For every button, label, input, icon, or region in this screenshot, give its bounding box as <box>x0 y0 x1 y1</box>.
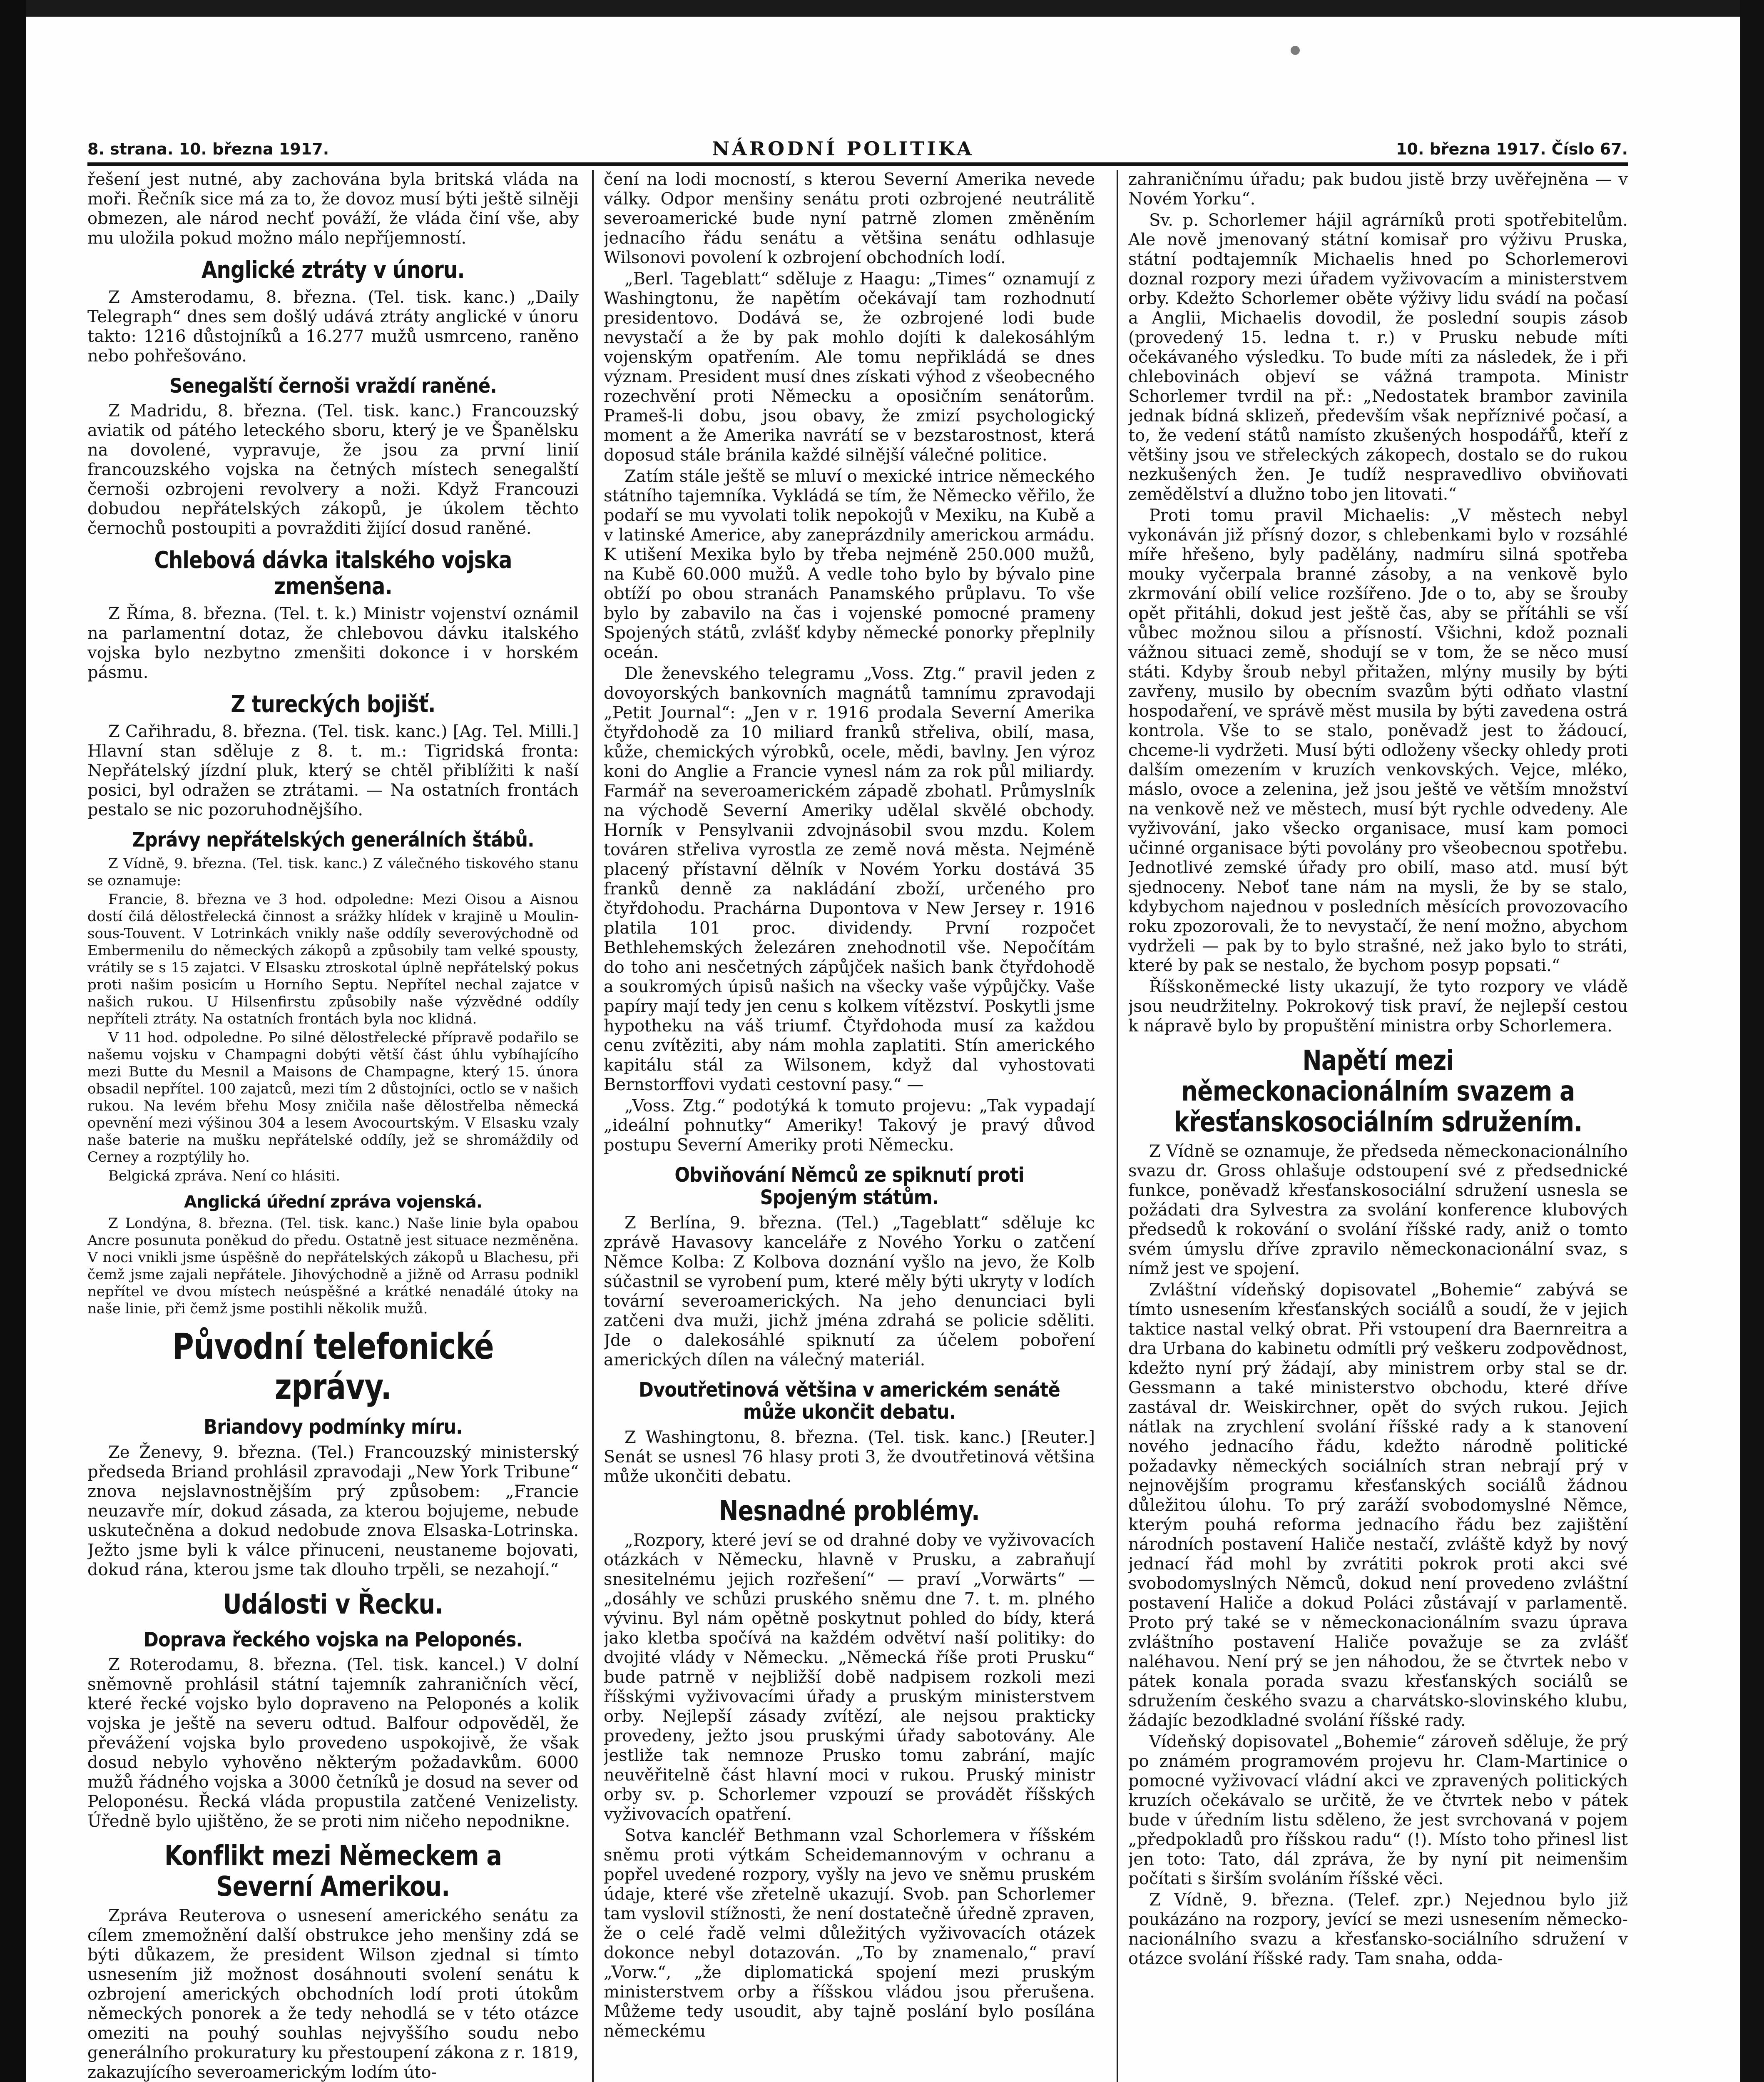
headline: Chlebová dávka italského vojska zmenšena. <box>154 547 512 600</box>
article-text: Z Vídně, 9. března. (Telef. zpr.) Nejednou bylo již poukázáno na rozpory, jevící se mezi usnesením německo-nacionálního svazu a křesťansko-sociálního sdružení v otázce svolání říšské rady. Tam snaha, odda- <box>1128 1890 1628 1968</box>
article-text: Proti tomu pravil Michaelis: „V městech nebyl vykonáván již přísný dozor, s chlebenkami bylo v rozsáhlé míře hřešeno, byly padělány, nadmíru silná spotřeba mouky vyčerpala branné zásoby, a na venkově bylo zkrmování obilí velice rozšířeno. Jde o to, aby se šrouby opět přitáhli, dokud jest ještě čas, aby se přítáhli se vší vůbec možnou silou a přísností. Všichni, kdož poznali vážnou situaci země, shodují se v tom, že se něco musí státi. Kdyby šroub nebyl přitažen, mlýny musily by býti zavřeny, musilo by obecním svazům býti odňato vlastní hospodaření, ve správě měst musila by býti zavedena ostrá kontrola. Vše to se stalo, poněvadž jest to žádoucí, chceme-li vydržeti. Musí býti odloženy všecky ohledy proti dalším omezením v kruzích venkovských. Vejce, mléko, máslo, ovoce a zelenina, jež jsou ještě ve větším množství na venkově než ve městech, musí být rychle odvedeny. Ale vyživování, jako všecko organisace, musí kam pomoci učinné organisace býti povolány pro všeobecnou spotřebu. Jednotlivé zemské úřady pro obilí, maso atd. musí být sjednoceny. Neboť tane nám na mysli, že by se stalo, kdybychom najednou v posledních měsících provozovacího roku zpozorovali, že to nevystačí, že není možno, abychom vydrželi — pak by to bylo strašné, než jako bylo to stráti, které by pak se nestalo, že bychom posyp popsati.“ <box>1128 506 1628 975</box>
article-text: Vídeňský dopisovatel „Bohemie“ zároveň sděluje, že prý po známém programovém projevu hr. Clam-Martinice o pomocné vyživovací vládní akci ve zpravených politických kruzích očekávalo se určitě, že ve čtvrtek nebo v pátek bude v úředním listu sděleno, že jest svrchovaná v pojem „předpokladů pro říšskou radu“ (!). Místo toho přinesl list jen toto: Tato, dál zpráva, že by nyní pit neimenšim počítati s širším svoláním říšské věci. <box>1128 1732 1628 1888</box>
headline: Zprávy nepřátelských generálních štábů. <box>132 828 534 852</box>
headline: Dvoutřetinová většina v americkém senátě může ukončit debatu. <box>639 1378 1060 1424</box>
headline: Senegalští černoši vraždí raněné. <box>169 374 497 398</box>
headline: Briandovy podmínky míru. <box>204 1415 463 1439</box>
article-text: Z Amsterodamu, 8. března. (Tel. tisk. kanc.) „Daily Telegraph“ dnes sem došlý udává ztráty anglické v únoru takto: 1216 důstojníků a 16.277 mužů usmrceno, raněno nebo pohřešováno. <box>87 287 579 366</box>
article-text: Sotva kancléř Bethmann vzal Schorlemera v říšském sněmu proti výtkám Scheidemannovým v ochranu a popřel uvedené rozpory, vyšly na jevo ve sněmu pruském údaje, které vše zřetelně ukazují. Svob. pan Schorlemer tam vyslovil stížnosti, že není dostatečně úředně zpraven, že o celé řadě velmi důležitých vyživovacích otázek dokonce nebyl dotazován. „To by znamenalo,“ praví „Vorw.“, „že diplomatická spojení mezi pruským ministerstvem orby a říšskou vládou jsou přerušena. Můžeme tedy usoudit, aby tajně poslání bylo posílána německému <box>604 1825 1095 2041</box>
article-text: „Berl. Tageblatt“ sděluje z Haagu: „Times“ oznamují z Washingtonu, že napětím očekávají tam rozhodnutí presidentovo. Dodává se, že ozbrojené lodi bude nevystačí a že by pak mohlo dojíti k dalekosáhlým vojenským opatřením. Ale tomu nepřikládá se dnes význam. President musí dnes získati výhod z všeobecného rozechvění proti Německu a oposičním senátorům. Prameš-li dobu, jsou obavy, že zmizí psychologický moment a že Amerika navrátí se v bezstarostnost, která doposud stále bránila každé silnější válečné politice. <box>604 269 1095 465</box>
scan-speck <box>1291 46 1300 55</box>
subheadline: Doprava řeckého vojska na Peloponés. <box>144 1628 522 1651</box>
article-text: čení na lodi mocností, s kterou Severní Amerika nevede války. Odpor menšiny senátu proti ozbrojené neutrálitě severoamerické bude nyní patrně zlomen změněním jednacího řádu senátu a většina senátu odhlasuje Wilsonovi povolení k ozbrojení obchodních lodí. <box>604 170 1095 267</box>
column-rule <box>1117 170 1118 2082</box>
headline: Konflikt mezi Německem a Severní Amerikou. <box>164 1840 502 1903</box>
masthead: NÁRODNÍ POLITIKA <box>712 137 974 160</box>
article-text: Z Berlína, 9. března. (Tel.) „Tageblatt“ sděluje kc zprávě Havasovy kanceláře z Nového Yorku o zatčení Němce Kolba: Z Kolbova doznání vyšlo na jevo, že Kolb súčastnil se vyrobení pum, které měly býti ukryty v lodích tovární severoamerických. Na jeho denunciaci byli zatčeni dva muži, jichž jména zdrahá se policie sděliti. Jde o dalekosáhlé spiknutí za účelem poboření amerických dílen na válečný materiál. <box>604 1213 1095 1370</box>
article-text: zahraničnímu úřadu; pak budou jistě brzy uvěřejněna — v Novém Yorku“. <box>1128 170 1628 209</box>
subheadline: Anglická úřední zpráva vojenská. <box>184 1193 482 1212</box>
scan-border-right <box>1740 0 1764 2082</box>
article-text: Říšskoněmecké listy ukazují, že tyto rozpory ve vládě jsou neudržitelny. Pokrokový tisk praví, že nejlepší cestou k nápravě bylo by propuštění ministra orby Schorlemera. <box>1128 977 1628 1036</box>
header-right: 10. března 1917. Číslo 67. <box>1396 140 1628 158</box>
scan-border-top <box>0 0 1764 17</box>
headline: Nesnadné problémy. <box>719 1495 980 1527</box>
column-2 <box>604 170 1095 2082</box>
headline: Události v Řecku. <box>223 1588 443 1620</box>
article-text: Z Madridu, 8. března. (Tel. tisk. kanc.) Francouzský aviatik od pátého leteckého sboru, který je ve Španělsku na dovolené, vypravuje, že jsou za první linií francouzského vojska na četných místech senegalští černoši ozbrojeni revolvery a noži. Když Francouzi dobudou nepřátelských zákopů, je úkolem těchto černochů postoupiti a povražditi žijící dosud raněné. <box>87 401 579 538</box>
article-text: Z Cařihradu, 8. března. (Tel. tisk. kanc.) [Ag. Tel. Milli.] Hlavní stan sděluje z 8. t. m.: Tigridská fronta: Nepřátelský jízdní pluk, který se chtěl přiblížiti k naší posici, byl odražen se ztrátami. — Na ostatních frontách pestalo se nic pozoruhodnějšího. <box>87 722 579 819</box>
column-1 <box>87 170 579 2082</box>
article-text: řešení jest nutné, aby zachována byla britská vláda na moři. Řečník sice má za to, že dovoz musí býti ještě silněji obmezen, ale národ nechť pováží, že vláda činí vše, aby mu uložila pokud možno málo nepříjemností. <box>87 170 579 248</box>
article-text: Z Vídně, 9. března. (Tel. tisk. kanc.) Z válečného tiskového stanu se oznamuje: <box>87 855 579 889</box>
article-text: Z Říma, 8. března. (Tel. t. k.) Ministr vojenství oznámil na parlamentní dotaz, že chlebovou dávku italského vojska bylo nezbytno zmenšiti dokonce i v horském pásmu. <box>87 604 579 682</box>
newspaper-page <box>87 137 1628 2082</box>
headline: Anglické ztráty v únoru. <box>202 257 465 284</box>
page-header <box>87 137 1628 166</box>
article-text: „Rozpory, které jeví se od drahné doby ve vyživovacích otázkách v Německu, hlavně v Prusku, a zabraňují snesitelnému jejich rozřešení“ — praví „Vorwärts“ — „dosáhly ve schůzi pruského sněmu dne 7. t. m. plného vývinu. Byl nám opětně poskytnut pohled do bídy, která jako kletba spočívá na každém odvětví naší politiky: do dvojité vlády v Německu. „Německá říše proti Prusku“ bude patrně v nejbližší době nadpisem rozkoli mezi říšskými vyživovacími úřady a pruským ministerstvem orby. Nejlepší zásady zvítězí, ale nejsou prakticky provedeny, ježto jsou pruskými úřady sabotovány. Ale jestliže tak nemnoze Prusko tomu zabrání, majíc neuvěřitelně část hlavní moci v rukou. Pruský ministr orby sv. p. Schorlemer vzpouzí se provádět říšských vyživovacích opatření. <box>604 1530 1095 1824</box>
header-left: 8. strana. 10. března 1917. <box>87 140 329 158</box>
column-rule <box>592 170 594 2082</box>
article-text: Z Roterodamu, 8. března. (Tel. tisk. kancel.) V dolní sněmovně prohlásil státní tajemník zahraničních věcí, které řecké vojsko bylo dopraveno na Peloponés a kolik vojska je ještě na severu odtud. Balfour odpověděl, že převážení vojska bylo provedeno uspokojivě, že však dosud nebylo vyhověno některým požadavkům. 6000 mužů řádného vojska a 3000 četníků je dosud na sever od Peloponésu. Řecká vláda propustila zatčené Venizelisty. Úředně bylo ujištěno, že se proti nim ničeho nepodnikne. <box>87 1655 579 1831</box>
column-3 <box>1128 170 1628 2082</box>
article-text: Belgická zpráva. Není co hlásiti. <box>108 1168 341 1185</box>
article-text: V 11 hod. odpoledne. Po silné dělostřelecké přípravě podařilo se našemu vojsku v Champagni dobýti větší část úhlu vybíhajícího mezi Butte du Mesnil a Maisons de Champagne, který 15. února obsadil nepřítel. 100 zajatců, mezi tím 2 důstojníci, octlo se v našich rukou. Na levém břehu Mosy zničila naše dělostřelba německá opevnění mezi výšinou 304 a lesem Avocourtským. V Elsasku vzaly naše baterie na mušku nepřátelské oddíly, jež se shromáždily od Cerney a rozptýlily ho. <box>87 1029 579 1166</box>
article-text: Sv. p. Schorlemer hájil agrárníků proti spotřebitelům. Ale nově jmenovaný státní komisař pro výživu Pruska, státní podtajemník Michaelis hned po Schorlemerovi doznal rozpory mezi úřadem vyživovacím a ministerstvem orby. Kdežto Schorlemer oběte výživy lidu svádí na počasí a Anglii, Michaelis dovodil, že poslední soupis zásob (provedený 15. ledna t. r.) v Prusku nebude míti očekávaného výsledku. To bude míti za následek, že i při chlebovinách objeví se vážná trampota. Ministr Schorlemer tvrdil na př.: „Nedostatek brambor zavinila jednak bídná sklizeň, především však nepříznivé počasí, a to, že vedení států namísto zkušených hospodářů, kteří z většiny jsou ve střeleckých zákopech, dostalo se do rukou nezkušených žen. Je tudíž nespravedlivo obviňovati zemědělství a dlužno tobo jen litovati.“ <box>1128 211 1628 504</box>
article-text: Zvláštní vídeňský dopisovatel „Bohemie“ zabývá se tímto usnesením křesťanských sociálů a soudí, že v jejich taktice nastal velký obrat. Při vstoupení dra Baernreitra a dra Urbana do kabinetu odmítli prý veškeru zodpovědnost, kdežto nyní prý žádají, aby ministrem orby stal se dr. Gessmann a také ministerstvo obchodu, které dříve zastával dr. Weiskirchner, opět do svých rukou. Jejich nátlak na zrychlení svolání říšské rady a k stanovení nového jednacího řádu, kdežto národně politické požadavky německých sociálních stran nebrají prý v nejnovějším programu křesťanských sociálů žádnou důležitou úlohu. To prý zaráží svobodomyslné Němce, kterým pouhá reforma jednacího řádu bez zajištění národních postavení Haliče nestačí, zvláště když by nový jednací řád mohl by zvrátiti pokrok proti akci své svobodomyslných Němců, dokud není provedeno zvláštní postavení Haliče a dokud Poláci zůstávají v parlamentě. Proto prý také se v německonacionálním svazu úprava zvláštního postavení Haliče považuje se za zvlášť naléhavou. Není prý se jen náhodou, že se čtvrtek nebo v pátek konala porada svazu křesťanských sociálů se sdružením českého svazu a charvátsko-slovinského klubu, žádajíc bezodkladné svolání říšské rady. <box>1128 1280 1628 1730</box>
headline: Z tureckých bojišť. <box>231 690 435 718</box>
article-text: Dle ženevského telegramu „Voss. Ztg.“ pravil jeden z dovoyorských bankovních magnátů tamnímu zpravodaji „Petit Journal“: „Jen v r. 1916 prodala Severní Amerika čtyřdohodě za 10 miliard franků střeliva, obilí, masa, kůže, chemických výrobků, ocele, mědi, bavlny. Jen výroz koni do Anglie a Francie vynesl nám za rok půl miliardy. Farmář na severoamerickém západě zbohatl. Průmyslník na východě Severní Ameriky udělal skvělé obchody. Horník v Pensylvanii zdvojnásobil svou mzdu. Kolem továren střeliva vyrostla ze země nová města. Nejméně placený přístavní dělník v Novém Yorku dostává 35 franků denně za nakládání zboží, určeného pro čtyřdohodu. Prachárna Dupontova v New Jersey r. 1916 platila 101 proc. dividendy. První rozpočet Bethlehemských železáren znehodnotil vše. Nepočítám do toho ani nesčetných zápůjček našich bank čtyřdohodě a soukromých úpisů našich na všecky vaše výpůjčky. Vaše papíry mají tedy jen cenu s kolkem vítězství. Poskytli jsme hypotheku na váš triumf. Čtyřdohoda musí za každou cenu zvítěziti, aby nám mohla zaplatiti. Stín amerického kapitálu stál za Wilsonem, když dal vyhostovati Bernstorffovi vydati cestovní pasy.“ — <box>604 664 1095 1094</box>
article-text: Z Londýna, 8. března. (Tel. tisk. kanc.) Naše linie byla opabou Ancre posunuta poněkud do předu. Ostatně jest situace nezměněna. V noci vnikli jsme úspěšně do nepřátelských zákopů u Blachesu, při čemž jsme zajali nepřátele. Jihovýchodně a jižně od Arrasu podnikl nepřítel ve dvou místech neúspěšné a krátké nenadálé útoky na naše linie, při čemž jsme postihli několik mužů. <box>87 1215 579 1317</box>
article-text: Ze Ženevy, 9. března. (Tel.) Francouzský ministerský předseda Briand prohlásil zpravodaji „New York Tribune“ znova nejslavnostnějším prý způsobem: „Francie neuzavře mír, dokud zásada, za kterou bojujeme, nebude uskutečněna a dokud nedobude znova Elsaska-Lotrinska. Ježto jsme byli k válce přinuceni, neustaneme bojovati, dokud rána, kterou jsme tak dlouho trpěli, se nezahojí.“ <box>87 1442 579 1579</box>
article-text: Z Washingtonu, 8. března. (Tel. tisk. kanc.) [Reuter.] Senát se usnesl 76 hlasy proti 3, že dvoutřetinová většina může ukončiti debatu. <box>604 1428 1095 1486</box>
article-text: Francie, 8. března ve 3 hod. odpoledne: Mezi Oisou a Aisnou dostí čilá dělostřelecká činnost a srážky hlídek v krajině u Moulin-sous-Touvent. V Lotrinkách vnikly naše oddíly severovýchodně od Embermenilu do německých zákopů a způsobily tam velké spousty, vrátily se s 15 zajatci. V Elsasku ztroskotal úplně nepřátelský pokus proti našim posicím u Horního Septu. Nepřítel nechal zajatce v našich rukou. U Hilsenfirstu způsobily naše výzvědné oddíly nepříteli ztráty. Na ostatních frontách byla noc klidná. <box>87 891 579 1028</box>
article-text: Z Vídně se oznamuje, že předseda německonacionálního svazu dr. Gross ohlašuje odstoupení své z předsednické funkce, poněvadž křesťanskosociální sdružení usnesla se požádati dra Sylvestra za svolání konference klubových předsedů k rokování o svolání říšské rady, aniž o tomto svém úmyslu dříve zpravilo německonacionální svaz, s nímž jest ve spojení. <box>1128 1141 1628 1278</box>
scan-border-left <box>0 0 26 2082</box>
headline: Napětí mezi německonacionálním svazem a křesťanskosociálním sdružením. <box>1174 1044 1582 1138</box>
headline: Obviňování Němců ze spiknutí proti Spojeným státům. <box>674 1163 1024 1209</box>
article-text: Zatím stále ještě se mluví o mexické intrice německého státního tajemníka. Vykládá se tím, že Německo věřilo, že podaří se mu vyvolati tolik nepokojů v Mexiku, na Kubě a v latinské Americe, aby zaneprázdnily americkou armádu. K utišení Mexika bylo by třeba nejméně 250.000 mužů, na Kubě 60.000 mužů. A vedle toho bylo by bývalo pine obtíží po obou stranách Panamského průplavu. To vše bylo by zabavilo na čas i vojenské pomocné prameny Spojených států, zvlášť kdyby německé ponorky přeplnily oceán. <box>604 467 1095 662</box>
article-text: „Voss. Ztg.“ podotýká k tomuto projevu: „Tak vypadají „ideální pohnutky“ Ameriky! Takový je pravý důvod postupu Severní Ameriky proti Německu. <box>604 1096 1095 1155</box>
article-text: Zpráva Reuterova o usnesení amerického senátu za cílem zmemožnění další obstrukce jeho menšiny zdá se býti důkazem, že president Wilson zjednal si tímto usnesením již možnost dosáhnouti svolení senátu k ozbrojení amerických obchodních lodí proti útokům německých ponorek a že tedy nehodlá se v této otázce omeziti na pouhý souhlas nejvyššího soudu nebo generálního prokuratury ku přestoupení zákona z r. 1819, zakazujícího severoamerickým lodím úto- <box>87 1906 579 2082</box>
section-headline: Původní telefonické zprávy. <box>172 1326 494 1408</box>
